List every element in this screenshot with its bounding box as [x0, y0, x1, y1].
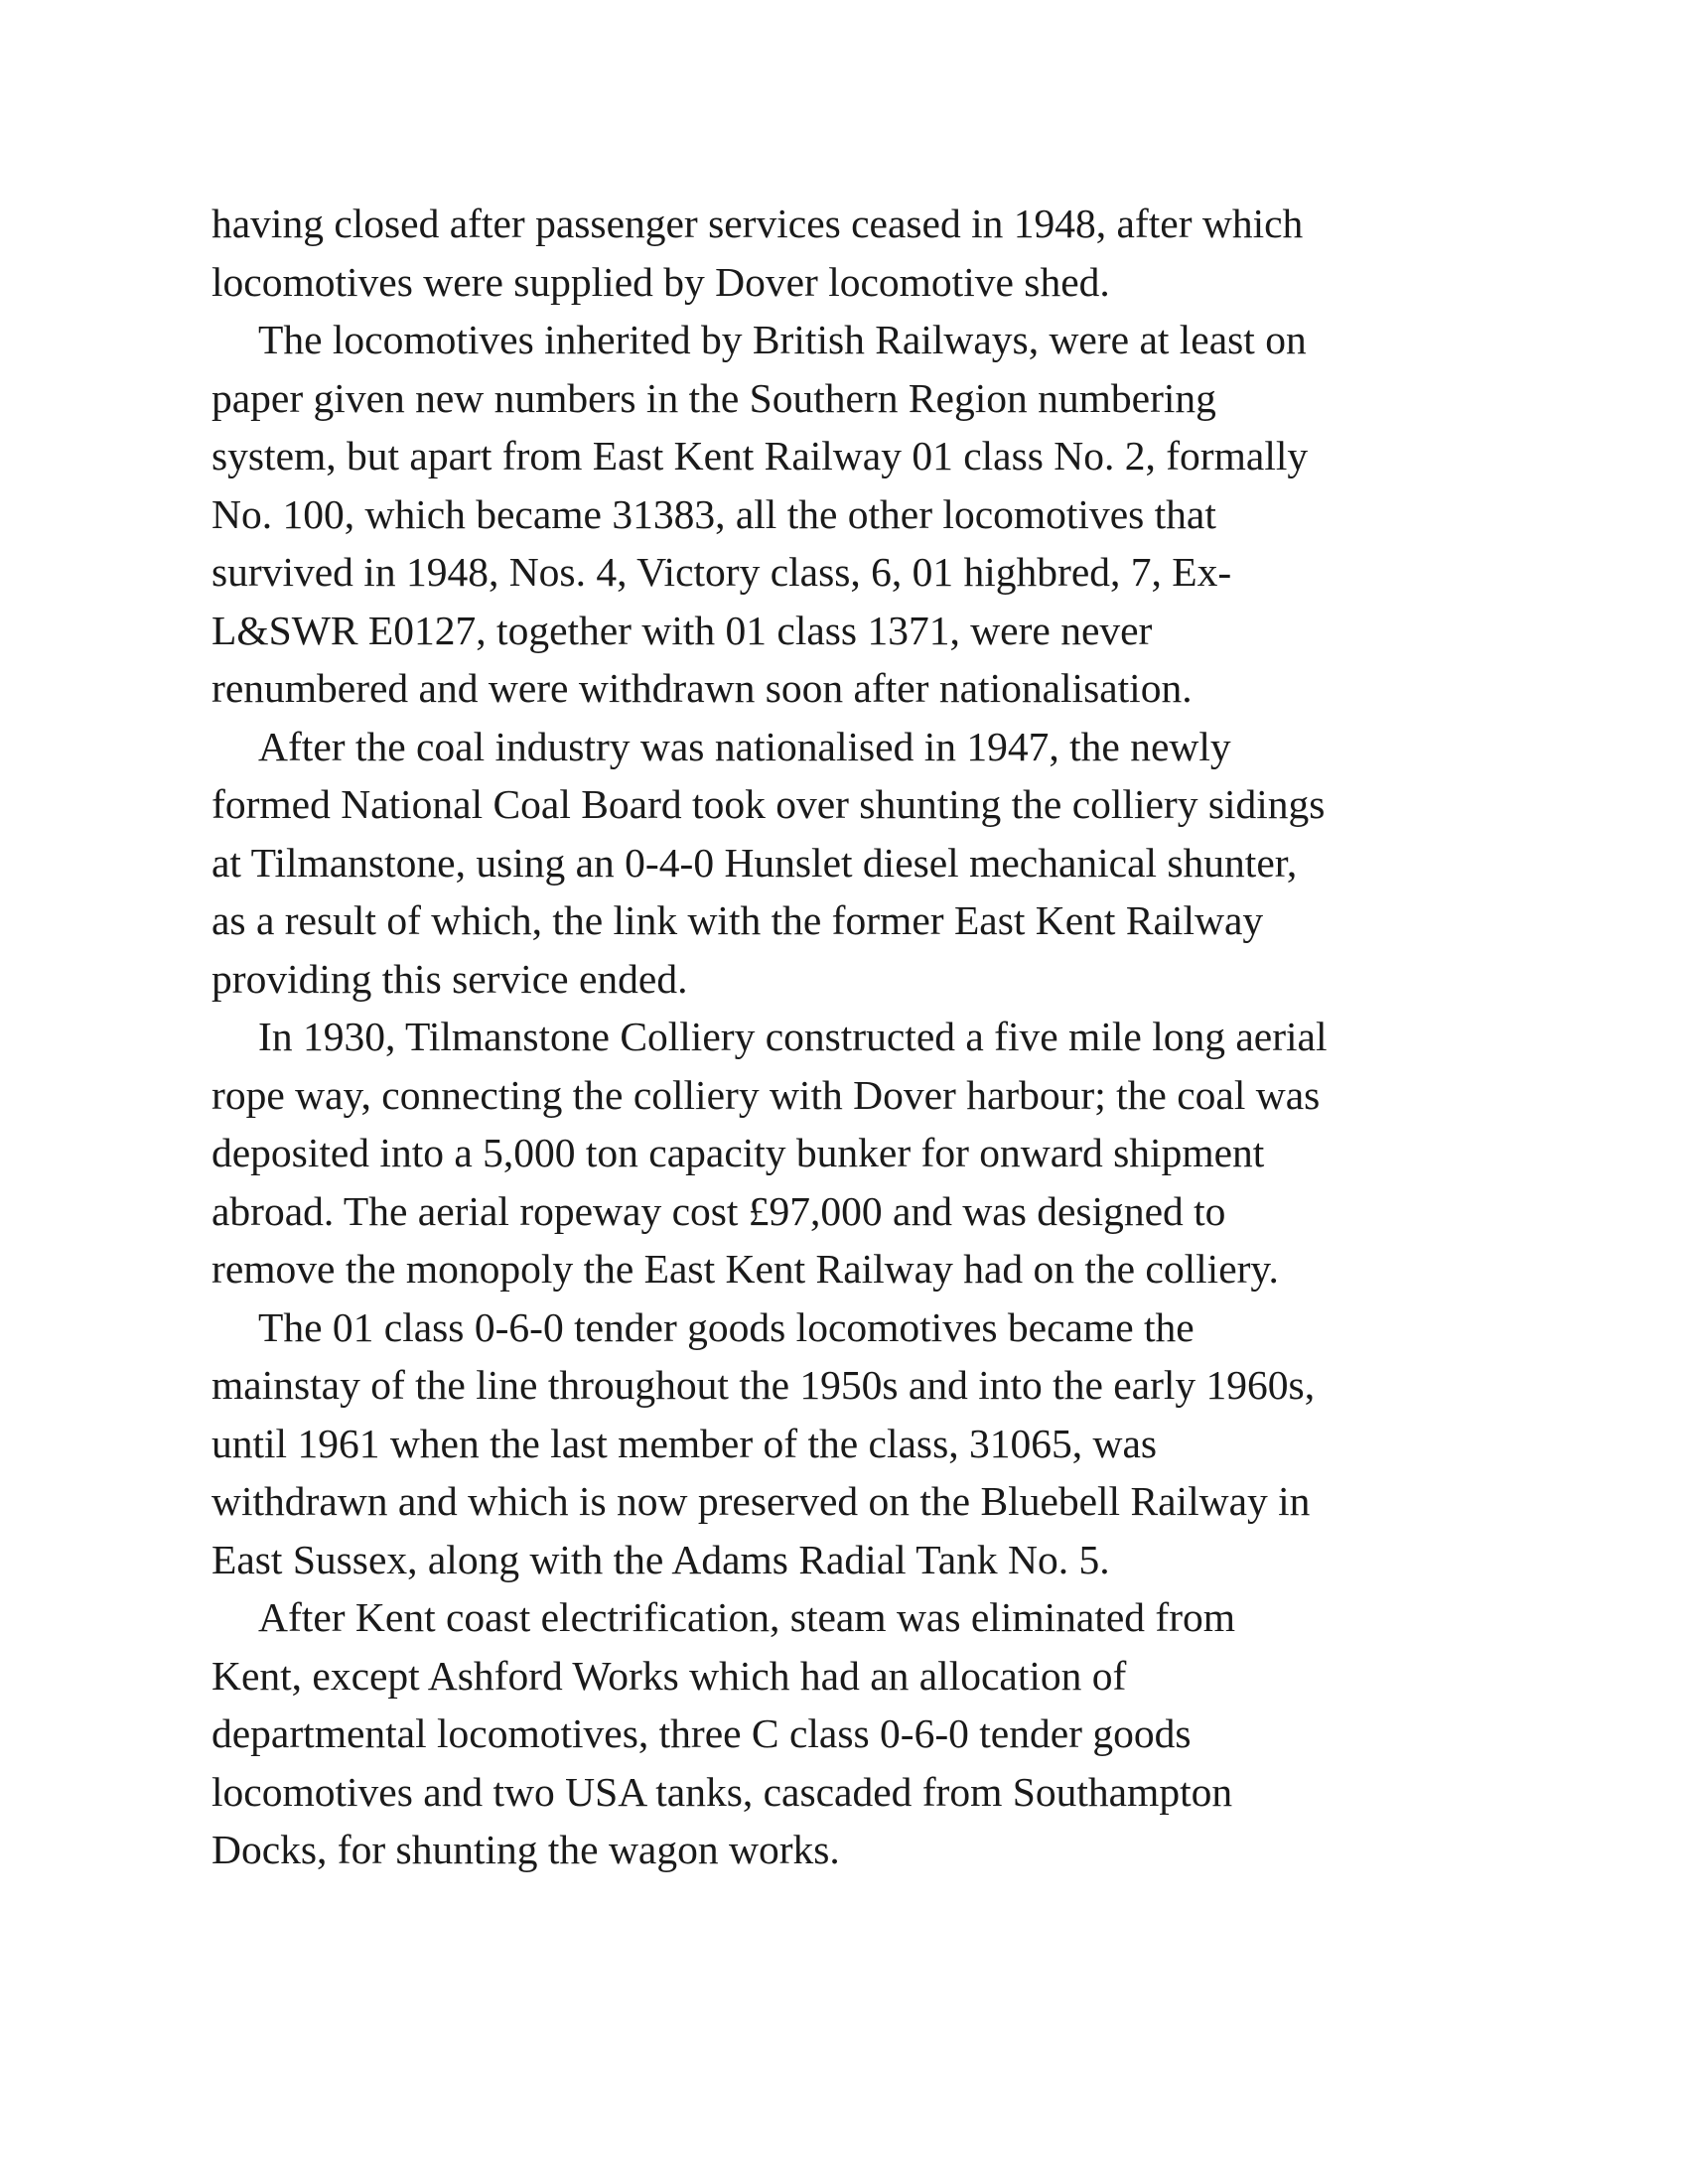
text-line: providing this service ended. [211, 955, 688, 1002]
text-line: In 1930, Tilmanstone Colliery constructed a five mile long aerial [258, 1014, 1328, 1059]
text-line: remove the monopoly the East Kent Railway had on the colliery. [211, 1246, 1279, 1292]
paragraph [211, 718, 1502, 1009]
text-line: The locomotives inherited by British Railways, were at least on [258, 317, 1307, 362]
text-line: abroad. The aerial ropeway cost £97,000 and was designed to [211, 1187, 1226, 1234]
text-line: mainstay of the line throughout the 1950s and into the early 1960s, [211, 1362, 1316, 1408]
text-line: until 1961 when the last member of the class, 31065, was [211, 1420, 1158, 1466]
text-line: The 01 class 0-6-0 tender goods locomotives became the [258, 1303, 1195, 1350]
text-line: at Tilmanstone, using an 0-4-0 Hunslet diesel mechanical shunter, [211, 839, 1298, 886]
body-text [211, 195, 1502, 1879]
text-line: L&SWR E0127, together with 01 class 1371, were never [211, 607, 1153, 653]
text-line: rope way, connecting the colliery with Dover harbour; the coal was [211, 1071, 1321, 1118]
text-line: paper given new numbers in the Southern Region numbering [211, 374, 1216, 421]
paragraph [211, 1008, 1502, 1298]
text-line: After Kent coast electrification, steam was eliminated from [258, 1594, 1236, 1640]
text-line: locomotives and two USA tanks, cascaded from Southampton [211, 1768, 1233, 1815]
text-line: East Sussex, along with the Adams Radial Tank No. 5. [211, 1536, 1110, 1582]
text-line: as a result of which, the link with the former East Kent Railway [211, 897, 1264, 943]
paragraph [211, 1298, 1502, 1589]
text-line: renumbered and were withdrawn soon after nationalisation. [211, 665, 1193, 711]
text-line: After the coal industry was nationalised in 1947, the newly [258, 723, 1231, 769]
text-line: having closed after passenger services ceased in 1948, after which [211, 201, 1304, 246]
paragraph [211, 1588, 1502, 1879]
text-line: survived in 1948, Nos. 4, Victory class, 6, 01 highbred, 7, Ex- [211, 549, 1232, 595]
paragraph [211, 195, 1502, 311]
text-line: withdrawn and which is now preserved on the Bluebell Railway in [211, 1478, 1311, 1524]
text-line: No. 100, which became 31383, all the other locomotives that [211, 490, 1216, 537]
text-line: system, but apart from East Kent Railway 01 class No. 2, formally [211, 433, 1309, 478]
text-line: departmental locomotives, three C class 0-6-0 tender goods [211, 1710, 1192, 1756]
text-line: Docks, for shunting the wagon works. [211, 1827, 840, 1872]
text-line: formed National Coal Board took over shunting the colliery sidings [211, 781, 1326, 827]
text-line: deposited into a 5,000 ton capacity bunker for onward shipment [211, 1130, 1265, 1175]
text-line: locomotives were supplied by Dover locomotive shed. [211, 258, 1110, 305]
paragraph [211, 311, 1502, 718]
text-line: Kent, except Ashford Works which had an allocation of [211, 1652, 1127, 1699]
